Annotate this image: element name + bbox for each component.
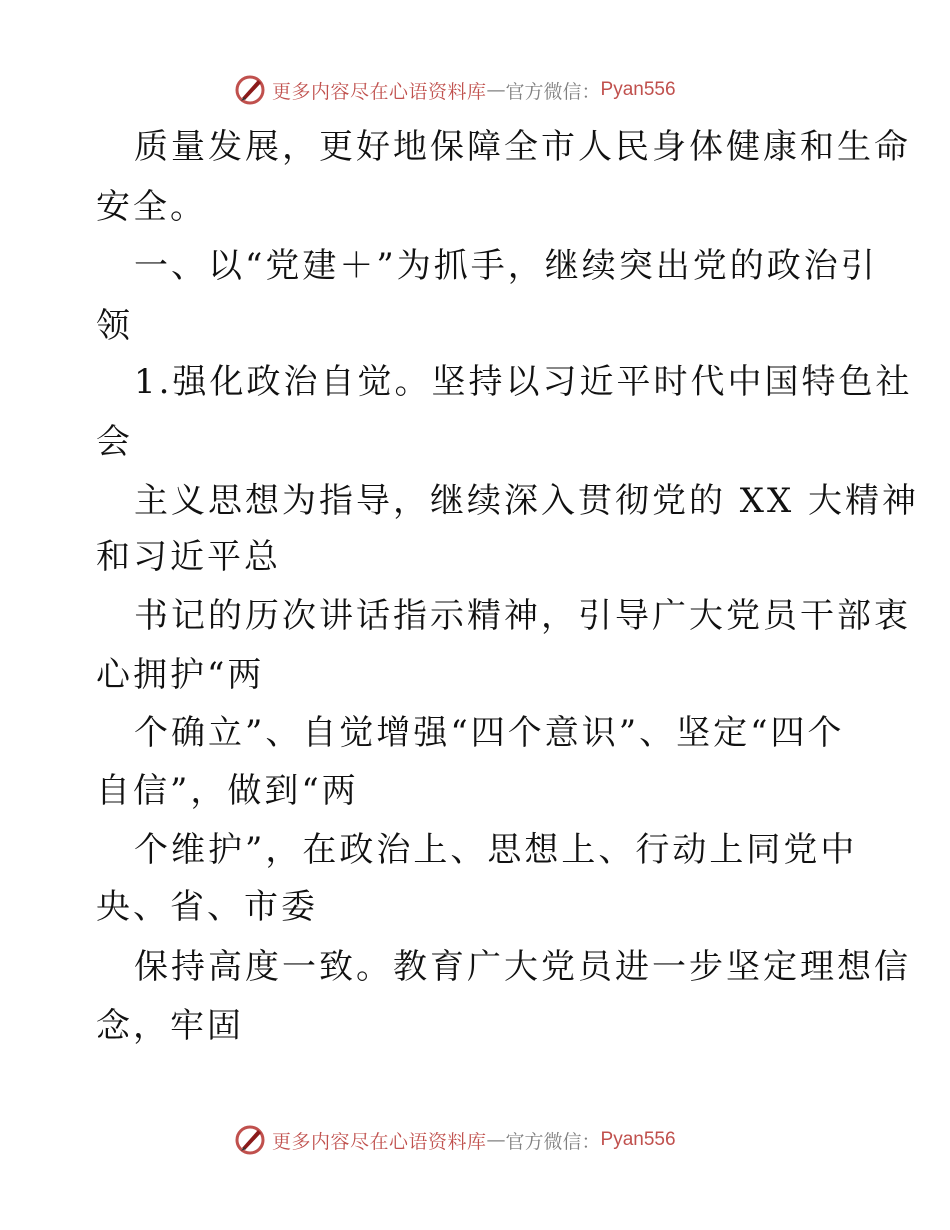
body-line-7: 主义思想为指导，继续深入贯彻党的 XX 大精神 [134, 481, 920, 521]
body-line-9: 书记的历次讲话指示精神，引导广大党员干部衷 [134, 596, 911, 636]
body-line-11: 个确立”、自觉增强“四个意识”、坚定“四个 [134, 713, 845, 753]
body-line-15: 保持高度一致。教育广大党员进一步坚定理想信 [134, 947, 911, 987]
body-line-5: 1.强化政治自觉。坚持以习近平时代中国特色社 [134, 362, 913, 402]
body-line-14: 央、省、市委 [96, 887, 318, 927]
body-line-8: 和习近平总 [96, 537, 281, 577]
body-line-10: 心拥护“两 [96, 655, 265, 695]
body-line-3: 一、以“党建＋”为抓手，继续突出党的政治引 [134, 246, 878, 286]
banner-dash: — [486, 79, 506, 101]
banner-slogan: 更多内容尽在心语资料库 [272, 80, 487, 103]
banner-wechat-label: 官方微信： [505, 80, 601, 103]
footer-wechat-id: Pyan556 [600, 1129, 676, 1150]
footer-slogan: 更多内容尽在心语资料库 [272, 1130, 487, 1153]
footer-banner [232, 1122, 712, 1158]
body-line-13: 个维护”，在政治上、思想上、行动上同党中 [134, 830, 858, 870]
body-line-1: 质量发展，更好地保障全市人民身体健康和生命 [134, 127, 911, 167]
body-line-16: 念，牢固 [96, 1006, 244, 1046]
quill-pen-logo-icon [232, 72, 268, 108]
footer-wechat-label: 官方微信： [505, 1130, 601, 1153]
body-line-12: 自信”，做到“两 [96, 771, 359, 811]
body-line-2: 安全。 [96, 187, 207, 227]
header-banner [232, 72, 712, 108]
footer-dash: — [486, 1129, 506, 1151]
body-line-6: 会 [96, 422, 133, 462]
banner-wechat-id: Pyan556 [600, 79, 676, 100]
quill-pen-logo-icon [232, 1122, 268, 1158]
body-line-4: 领 [96, 306, 133, 346]
